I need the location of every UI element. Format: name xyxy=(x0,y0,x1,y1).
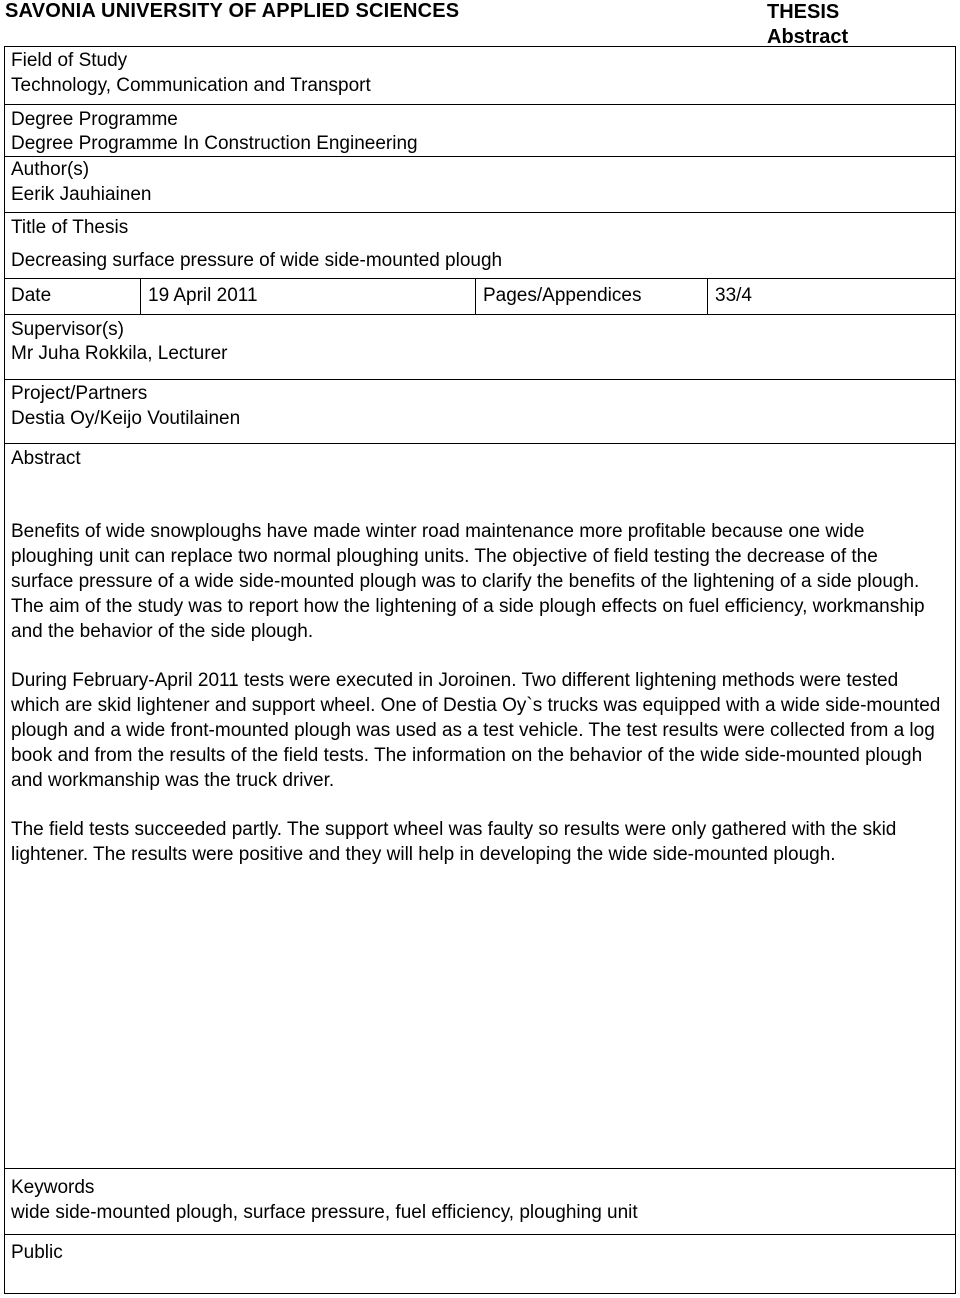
row-divider xyxy=(4,379,956,380)
row-divider xyxy=(4,314,956,315)
pages-appendices-label: Pages/Appendices xyxy=(483,285,642,306)
abstract-paragraph: The field tests succeeded partly. The support wheel was faulty so results were only gathered with the skid lightener. The results were positive and they will help in developing the wide side-mounted plough. xyxy=(11,819,897,865)
row-divider xyxy=(4,443,956,444)
pages-appendices-value: 33/4 xyxy=(715,285,752,306)
column-divider xyxy=(475,278,476,314)
university-name: SAVONIA UNIVERSITY OF APPLIED SCIENCES xyxy=(5,0,460,22)
keywords-label: Keywords xyxy=(11,1177,95,1198)
degree-programme-label: Degree Programme xyxy=(11,109,178,130)
row-divider xyxy=(4,104,956,105)
supervisors-label: Supervisor(s) xyxy=(11,319,124,340)
row-divider xyxy=(4,278,956,279)
column-divider xyxy=(140,278,141,314)
project-partners-label: Project/Partners xyxy=(11,383,148,404)
access-status: Public xyxy=(11,1242,63,1263)
row-divider xyxy=(4,156,956,157)
authors-label: Author(s) xyxy=(11,159,90,180)
keywords-value: wide side-mounted plough, surface pressure, fuel efficiency, ploughing unit xyxy=(11,1202,638,1223)
row-divider xyxy=(4,1234,956,1235)
field-of-study-value: Technology, Communication and Transport xyxy=(11,75,371,96)
document-type-label: THESIS xyxy=(767,1,840,23)
field-of-study-label: Field of Study xyxy=(11,50,128,71)
abstract-paragraph: Benefits of wide snowploughs have made winter road maintenance more profitable because one wide ploughing unit can replace two normal ploughing units. The objective of field testing the decrease of the surface pressure of a wide side-mounted plough was to clarify the benefits of the lightening of a side plough. The aim of the study was to report how the lightening of a side plough effects on fuel efficiency, workmanship and the behavior of the side plough. xyxy=(11,521,925,642)
thesis-title-value: Decreasing surface pressure of wide side-mounted plough xyxy=(11,250,503,271)
thesis-title-label: Title of Thesis xyxy=(11,217,129,238)
supervisors-value: Mr Juha Rokkila, Lecturer xyxy=(11,343,228,364)
authors-value: Eerik Jauhiainen xyxy=(11,184,152,205)
column-divider xyxy=(707,278,708,314)
date-label: Date xyxy=(11,285,52,306)
abstract-label: Abstract xyxy=(11,448,81,469)
row-divider xyxy=(4,1168,956,1169)
row-divider xyxy=(4,212,956,213)
document-type xyxy=(767,0,848,50)
degree-programme-value: Degree Programme In Construction Engineering xyxy=(11,133,418,154)
project-partners-value: Destia Oy/Keijo Voutilainen xyxy=(11,408,241,429)
document-subtype-label: Abstract xyxy=(767,26,849,48)
date-value: 19 April 2011 xyxy=(148,285,258,306)
abstract-paragraph: During February-April 2011 tests were executed in Joroinen. Two different lightening methods were tested which are skid lightener and support wheel. One of Destia Oy`s trucks was equipped with a wide side-mounted plough and a wide front-mounted plough was used as a test vehicle. The test results were collected from a log book and from the results of the field tests. The information on the behavior of the wide side-mounted plough and workmanship was the truck driver. xyxy=(11,670,941,791)
